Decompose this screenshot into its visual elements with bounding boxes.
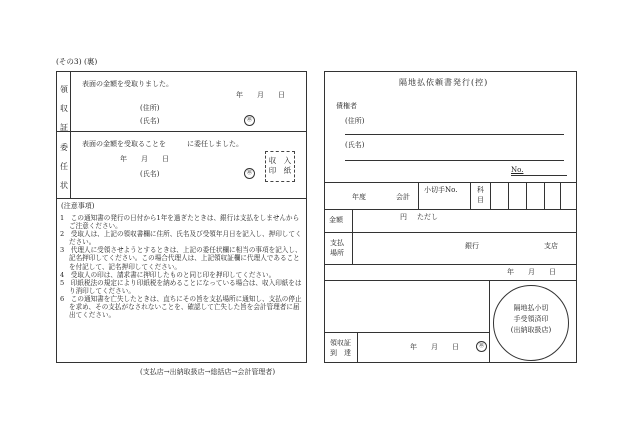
- receipt-address-label: (住所): [140, 104, 160, 112]
- note-item: 2 受取人は、上記の領収書欄に住所、氏名及び受領年月日を記入し、押印してください。: [60, 230, 302, 247]
- grid-line: [357, 332, 358, 363]
- creditor-name-line[interactable]: [345, 160, 564, 161]
- item-label: 科 目: [477, 186, 484, 204]
- grid-line: [324, 332, 489, 333]
- grid-line: [490, 182, 491, 209]
- delegation-date[interactable]: 年 月 日: [120, 155, 169, 163]
- check-received-stamp-circle[interactable]: 隔地払小切 手受領済印 (出納取扱店): [493, 285, 569, 361]
- issue-date[interactable]: 年 月 日: [507, 268, 556, 276]
- amount-label: 金額: [329, 216, 343, 224]
- yen-label: 円: [400, 213, 407, 221]
- document-number-line[interactable]: [511, 175, 567, 176]
- grid-line: [324, 264, 577, 265]
- creditor-address-line[interactable]: [345, 134, 564, 135]
- grid-line: [418, 182, 419, 209]
- right-form-title: 隔地払依頼書発行(控): [399, 78, 489, 87]
- arrival-date[interactable]: 年 月 日: [410, 343, 459, 351]
- note-item: 4 受取人の印は、請求書に押印したものと同じ印を押印してください。: [60, 270, 276, 279]
- tadashi-label: ただし: [417, 213, 438, 221]
- creditor-label: 債権者: [336, 102, 357, 110]
- revenue-stamp-box[interactable]: 収 入 印 紙: [265, 151, 295, 182]
- grid-line: [526, 182, 527, 209]
- grid-line: [489, 280, 490, 363]
- delegation-vertical-label: 委 任 状: [60, 143, 68, 190]
- fiscal-year-label: 年度: [352, 193, 366, 201]
- grid-line: [324, 209, 577, 210]
- receipt-vertical-label: 領 収 証: [60, 85, 68, 132]
- grid-line: [324, 280, 577, 281]
- grid-line: [560, 182, 561, 209]
- account-label: 会計: [396, 193, 410, 201]
- grid-line: [544, 182, 545, 209]
- receipt-seal-icon: ㊞: [244, 115, 255, 126]
- receipt-date[interactable]: 年 月 日: [236, 91, 285, 99]
- routing-note: (支払店→出納取扱店→総括店→会計管理者): [140, 368, 276, 376]
- branch-label: 支店: [544, 242, 558, 250]
- payment-place-label: 支払 場所: [330, 239, 344, 257]
- label-column-divider: [70, 71, 71, 198]
- note-item: 5 印紙税法の規定により印紙税を納めることになっている場合は、収入印紙をはり消印してください。: [60, 278, 302, 295]
- grid-line: [352, 209, 353, 264]
- check-number-label: 小切手No.: [424, 186, 458, 194]
- receipt-statement: 表面の金額を受取りました。: [82, 80, 173, 88]
- delegation-statement: 表面の金額を受取ることを に委任しました。: [82, 140, 243, 148]
- document-number-label: No.: [511, 166, 524, 174]
- grid-line: [470, 182, 471, 209]
- delegation-seal-icon: ㊞: [244, 168, 255, 179]
- divider-receipt-delegation: [56, 131, 307, 132]
- creditor-address-label: (住所): [345, 117, 365, 125]
- notes-heading: (注意事項): [61, 202, 95, 210]
- receipt-name-label: (氏名): [140, 117, 160, 125]
- note-item: 3 代理人に受領させようとするときは、上記の委任状欄に相当の事項を記入し、記名押印してください。この場合代理人は、上記領収証欄に代理人であることを付記して、記名押印してください。: [60, 246, 302, 271]
- divider-delegation-notes: [56, 198, 307, 199]
- note-item: 6 この通知書を亡失したときは、直ちにその旨を支払場所に通知し、支払の停止を求め、その支払がなされないことを、確認して亡失した旨を会計管理者に届出てください。: [60, 294, 302, 320]
- creditor-name-label: (氏名): [345, 141, 365, 149]
- page-label: (その3) (裏): [56, 57, 98, 66]
- grid-line: [324, 232, 577, 233]
- bank-label: 銀行: [465, 242, 479, 250]
- arrival-seal-icon: ㊞: [476, 341, 487, 352]
- note-item: 1 この通知書の発行の日付から1年を過ぎたときは、銀行は支払をしませんからご注意ください。: [60, 214, 300, 231]
- grid-line: [508, 182, 509, 209]
- grid-line: [324, 182, 577, 183]
- delegation-name-label: (氏名): [140, 170, 160, 178]
- receipt-arrival-label: 領収証 到 達: [330, 339, 351, 357]
- notes-list: [60, 214, 304, 319]
